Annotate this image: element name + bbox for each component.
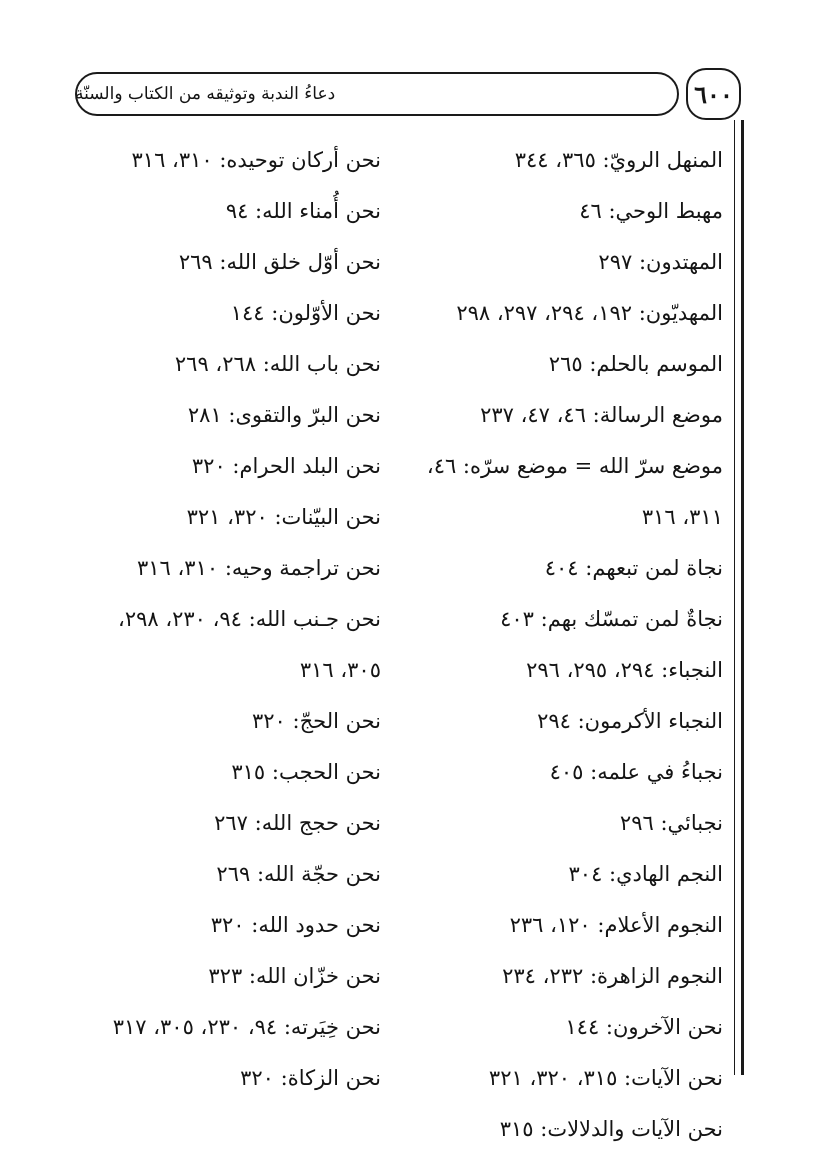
index-entry: المهتدون: ٢٩٧ <box>598 250 723 274</box>
index-entry: موضع سرّ الله = موضع سرّه: ٤٦، <box>426 454 723 478</box>
index-entry: موضع الرسالة: ٤٦، ٤٧، ٢٣٧ <box>480 403 723 427</box>
index-entry: ٣١١، ٣١٦ <box>641 505 723 529</box>
index-entry: النجباء: ٢٩٤، ٢٩٥، ٢٩٦ <box>526 658 723 682</box>
margin-rule <box>741 120 744 1075</box>
index-entry: نحن الآخرون: ١٤٤ <box>565 1015 723 1039</box>
index-entry: نحن خِيَرته: ٩٤، ٢٣٠، ٣٠٥، ٣١٧ <box>112 1015 381 1039</box>
index-entry: نحن خزّان الله: ٣٢٣ <box>208 964 381 988</box>
index-entry: نحن البلد الحرام: ٣٢٠ <box>191 454 381 478</box>
index-entry: المهديّون: ١٩٢، ٢٩٤، ٢٩٧، ٢٩٨ <box>456 301 723 325</box>
margin-rule-inner <box>734 120 735 1075</box>
index-entry: نحن أُمناء الله: ٩٤ <box>225 199 381 223</box>
index-entry: النجوم الزاهرة: ٢٣٢، ٢٣٤ <box>502 964 723 988</box>
index-entry: المنهل الرويّ: ٣٦٥، ٣٤٤ <box>514 148 723 172</box>
index-entry: نحن جـنب الله: ٩٤، ٢٣٠، ٢٩٨، <box>118 607 381 631</box>
index-entry: نجبائي: ٢٩٦ <box>619 811 723 835</box>
index-column-right <box>403 135 723 1155</box>
page-number: ٦٠٠ <box>686 68 741 120</box>
index-entry: نحن الزكاة: ٣٢٠ <box>240 1066 381 1090</box>
index-column-left <box>71 135 381 1104</box>
index-entry: نحن حجّة الله: ٢٦٩ <box>216 862 381 886</box>
index-entry: نحن الآيات: ٣١٥، ٣٢٠، ٣٢١ <box>488 1066 723 1090</box>
index-entry: نحن الحجّ: ٣٢٠ <box>252 709 381 733</box>
index-entry: النجباء الأكرمون: ٢٩٤ <box>537 709 723 733</box>
index-entry: نحن أوّل خلق الله: ٢٦٩ <box>178 250 381 274</box>
index-entry: الموسم بالحلم: ٢٦٥ <box>548 352 723 376</box>
index-entry: نحن أركان توحيده: ٣١٠، ٣١٦ <box>131 148 381 172</box>
index-entry: نحن باب الله: ٢٦٨، ٢٦٩ <box>174 352 381 376</box>
index-entry: نحن حدود الله: ٣٢٠ <box>210 913 381 937</box>
index-entry: نجباءُ في علمه: ٤٠٥ <box>549 760 723 784</box>
index-entry: نحن الآيات والدلالات: ٣١٥ <box>499 1117 723 1141</box>
index-entry: ٣٠٥، ٣١٦ <box>299 658 381 682</box>
index-entry: نحن حجج الله: ٢٦٧ <box>214 811 381 835</box>
index-entry: النجم الهادي: ٣٠٤ <box>568 862 723 886</box>
index-entry: النجوم الأعلام: ١٢٠، ٢٣٦ <box>509 913 723 937</box>
index-entry: نحن الأوّلون: ١٤٤ <box>230 301 381 325</box>
index-entry: نجاة لمن تبعهم: ٤٠٤ <box>544 556 723 580</box>
index-entry: نحن تراجمة وحيه: ٣١٠، ٣١٦ <box>137 556 381 580</box>
index-entry: مهبط الوحي: ٤٦ <box>579 199 723 223</box>
running-header-title: دعاءُ الندبة وتوثيقه من الكتاب والسنّة <box>75 84 336 104</box>
index-entry: نجاةٌ لمن تمسّك بهم: ٤٠٣ <box>500 607 723 631</box>
index-entry: نحن البيّنات: ٣٢٠، ٣٢١ <box>186 505 381 529</box>
index-entry: نحن البرّ والتقوى: ٢٨١ <box>187 403 381 427</box>
index-entry: نحن الحجب: ٣١٥ <box>231 760 381 784</box>
